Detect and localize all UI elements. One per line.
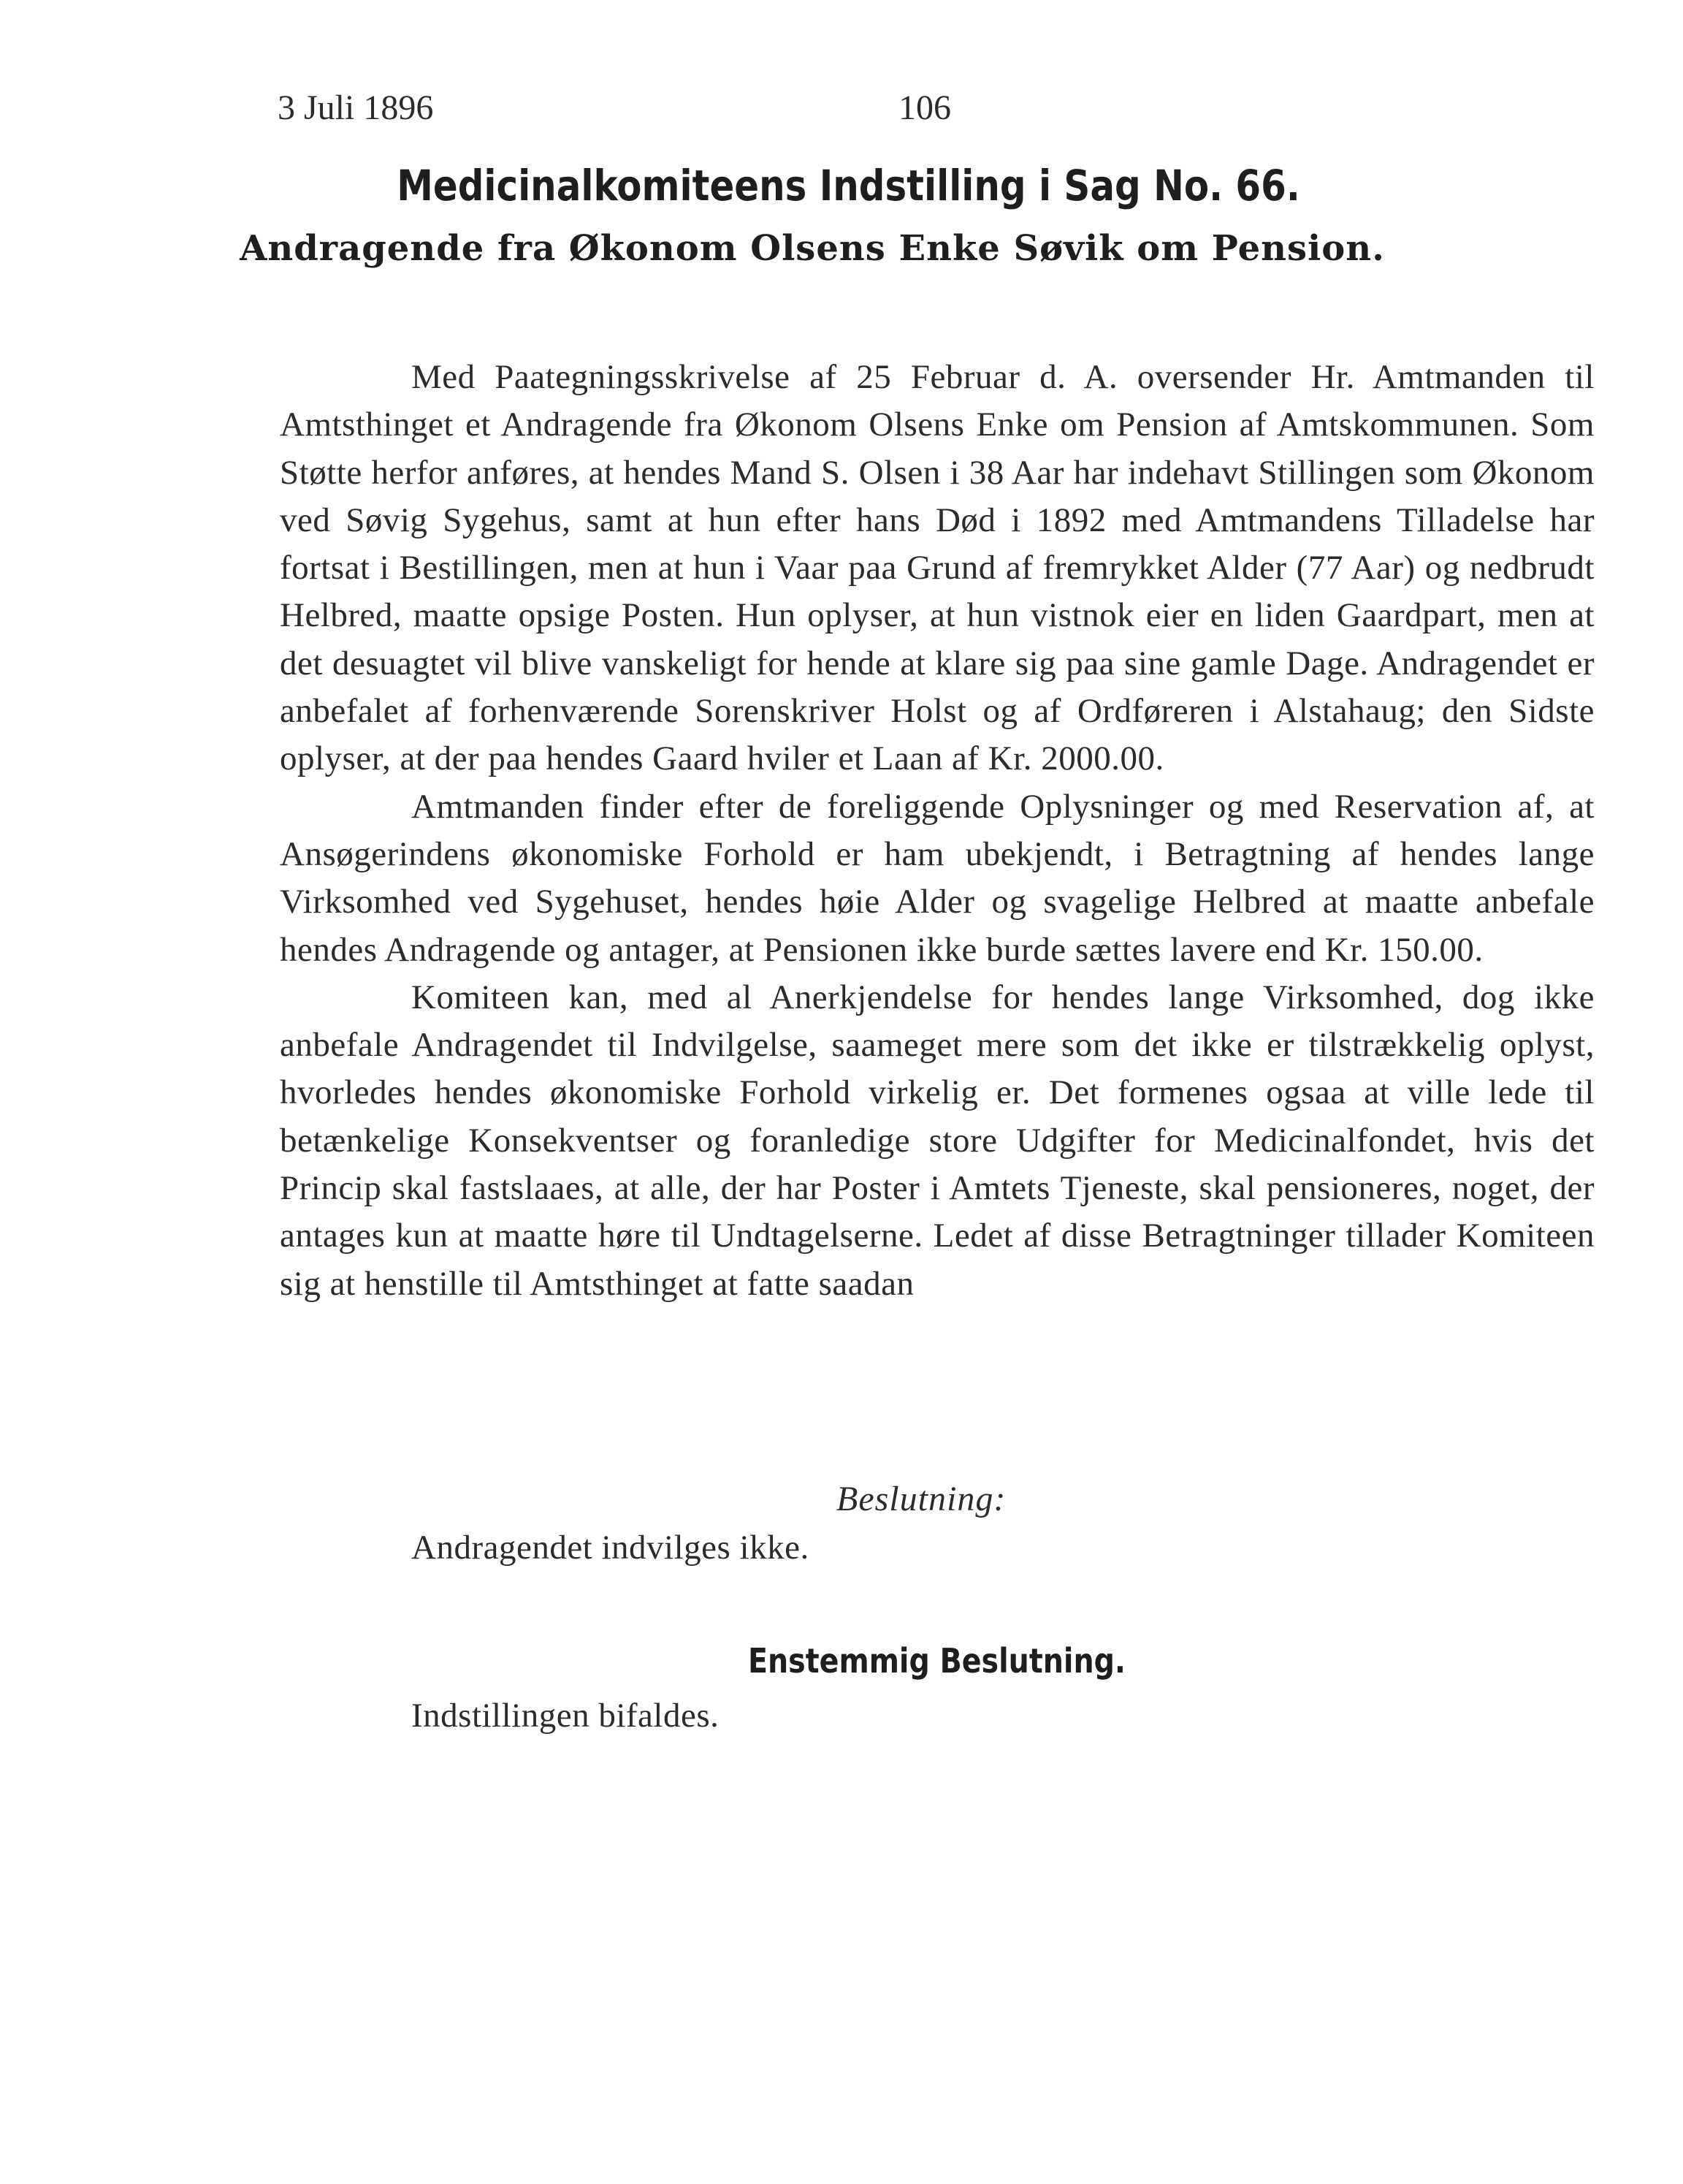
page-number: 106: [898, 88, 951, 127]
document-title: Medicinalkomiteens Indstilling i Sag No. 66.: [397, 161, 1300, 210]
paragraph-3: Komiteen kan, med al Anerkjendelse for hendes lange Virksomhed, dog ikke anbefale Andragendet til Indvilgelse, saameget mere som det ikke er tilstrækkelig oplyst, hvorledes hendes økonomiske Forhold virkelig er. Det formenes ogsaa at ville lede til betænkelige Konsekventser og foranledige store Udgifter for Medicinalfondet, hvis det Princip skal fastslaaes, at alle, der har Poster i Amtets Tjeneste, skal pensioneres, noget, der antages kun at maatte høre til Undtagelserne. Ledet af disse Betragtninger tillader Komiteen sig at henstille til Amtsthinget at fatte saadan: [280, 978, 1595, 1303]
resolution-heading: Beslutning:: [836, 1480, 1007, 1518]
paragraph-2: Amtmanden finder efter de foreliggende Oplysninger og med Reservation af, at Ansøgerindens økonomiske Forhold er ham ubekjendt, i Betragtning af hendes lange Virksomhed ved Sygehuset, hendes høie Alder og svagelige Helbred at maatte anbefale hendes Andragende og antager, at Pensionen ikke burde sættes lavere end Kr. 150.00.: [280, 787, 1595, 969]
document-subtitle: Andragende fra Økonom Olsens Enke Søvik om Pension.: [240, 228, 1385, 269]
unanimous-resolution-heading: Enstemmig Beslutning.: [748, 1641, 1126, 1681]
paragraph-1: Med Paategningsskrivelse af 25 Februar d. A. oversender Hr. Amtmanden til Amtsthinget et Andragende fra Økonom Olsens Enke om Pension af Amtskommunen. Som Støtte herfor anføres, at hendes Mand S. Olsen i 38 Aar har indehavt Stillingen som Økonom ved Søvig Sygehus, samt at hun efter hans Død i 1892 med Amtmandens Tilladelse har fortsat i Bestillingen, men at hun i Vaar paa Grund af fremrykket Alder (77 Aar) og nedbrudt Helbred, maatte opsige Posten. Hun oplyser, at hun vistnok eier en liden Gaardpart, men at det desuagtet vil blive vanskeligt for hende at klare sig paa sine gamle Dage. Andragendet er anbefalet af forhenværende Sorenskriver Holst og af Ordføreren i Alstahaug; den Sidste oplyser, at der paa hendes Gaard hviler et Laan af Kr. 2000.00.: [280, 358, 1595, 778]
unanimous-resolution-text: Indstillingen bifaldes.: [411, 1697, 720, 1735]
header-date: 3 Juli 1896: [278, 88, 434, 127]
body-text: [280, 354, 1595, 1308]
resolution-text: Andragendet indvilges ikke.: [411, 1529, 809, 1567]
